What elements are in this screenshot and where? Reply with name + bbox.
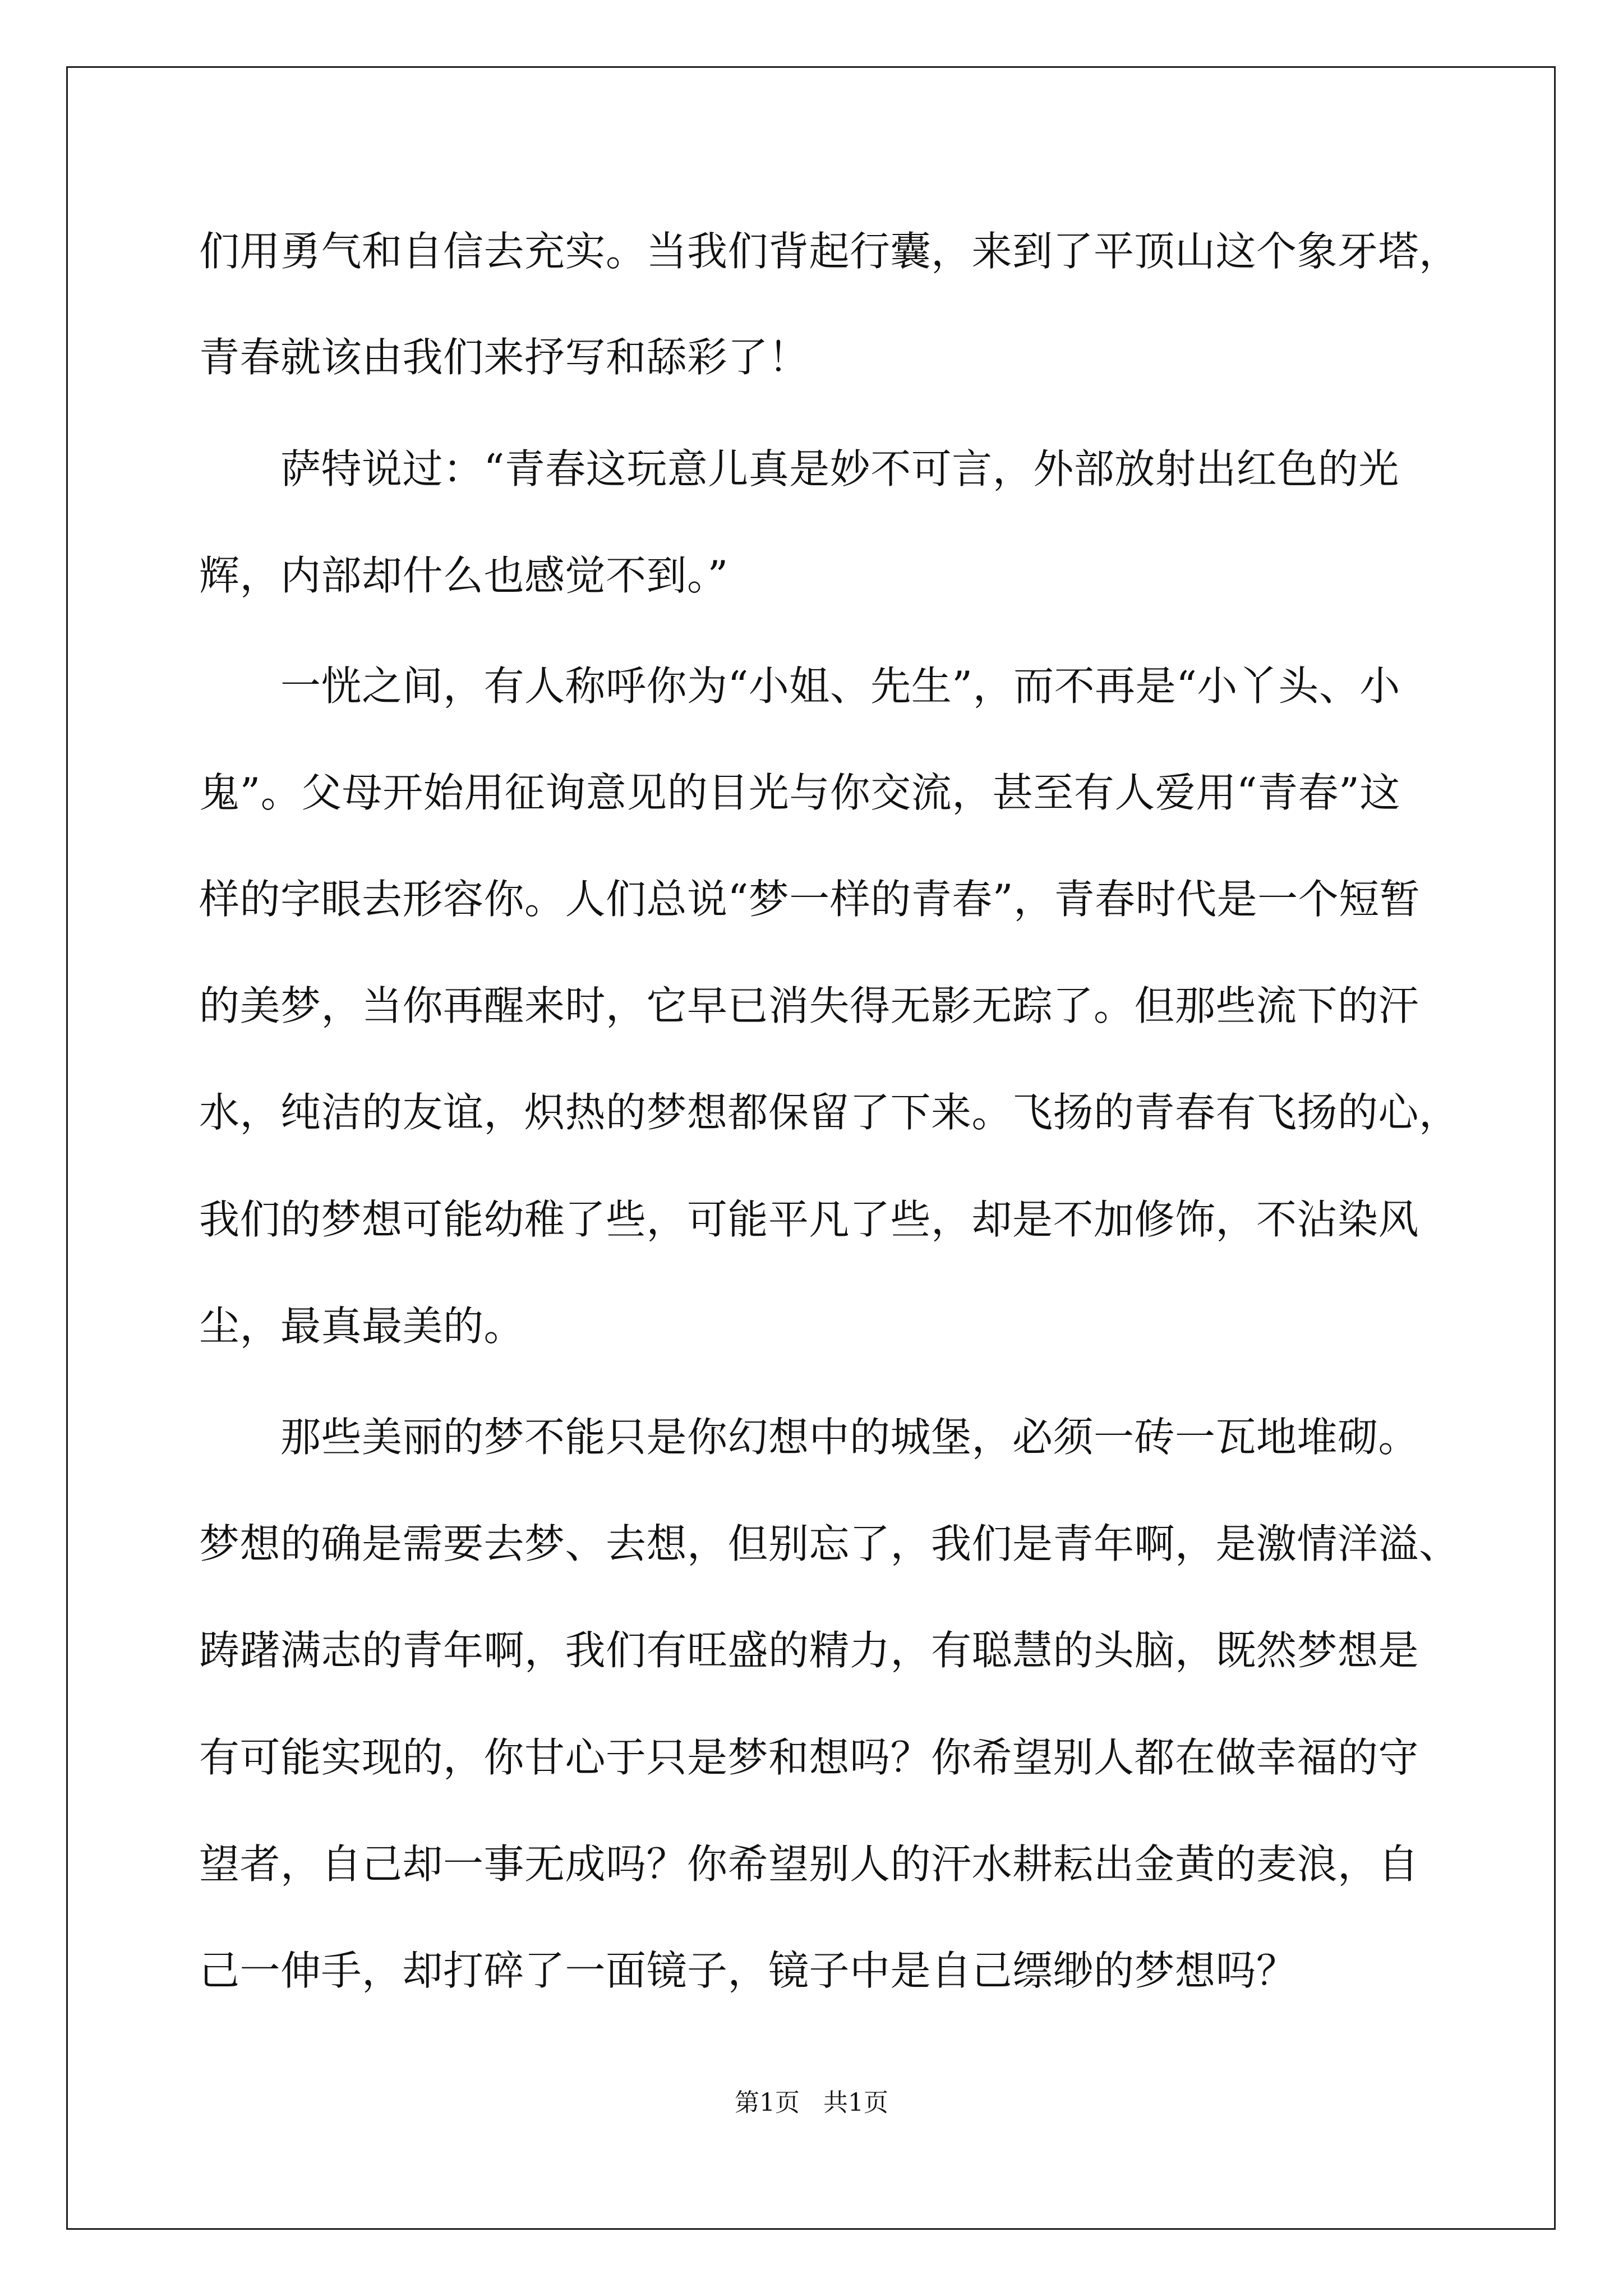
- body-line: 青春就该由我们来抒写和舔彩了！: [199, 334, 809, 381]
- body-line: 那些美丽的梦不能只是你幻想中的城堡，必须一砖一瓦地堆砌。: [199, 1414, 1419, 1461]
- page-border: [66, 66, 1556, 2230]
- body-line: 梦想的确是需要去梦、去想，但别忘了，我们是青年啊，是激情洋溢、: [199, 1520, 1460, 1567]
- body-line: 们用勇气和自信去充实。当我们背起行囊，来到了平顶山这个象牙塔，: [199, 228, 1460, 275]
- body-line: 鬼”。父母开始用征询意见的目光与你交流，甚至有人爱用“青春”这: [199, 769, 1400, 816]
- body-line: 萨特说过：“青春这玩意儿真是妙不可言，外部放射出红色的光: [199, 445, 1399, 493]
- body-line: 己一伸手，却打碎了一面镜子，镜子中是自己缥缈的梦想吗？: [199, 1947, 1297, 1994]
- body-line: 踌躇满志的青年啊，我们有旺盛的精力，有聪慧的头脑，既然梦想是: [199, 1627, 1419, 1674]
- body-line: 尘，最真最美的。: [199, 1303, 525, 1350]
- body-line: 我们的梦想可能幼稚了些，可能平凡了些，却是不加修饰，不沾染风: [199, 1196, 1419, 1243]
- body-line: 辉，内部却什么也感觉不到。”: [199, 552, 728, 599]
- body-line: 水，纯洁的友谊，炽热的梦想都保留了下来。飞扬的青春有飞扬的心，: [199, 1089, 1460, 1136]
- body-line: 样的字眼去形容你。人们总说“梦一样的青春”，青春时代是一个短暂: [199, 876, 1421, 923]
- body-line: 一恍之间，有人称呼你为“小姐、先生”，而不再是“小丫头、小: [199, 662, 1400, 710]
- page-number-footer: 第1页 共1页: [735, 2088, 888, 2117]
- body-line: 望者，自己却一事无成吗？你希望别人的汗水耕耘出金黄的麦浪，自: [199, 1841, 1419, 1888]
- body-line: 的美梦，当你再醒来时，它早已消失得无影无踪了。但那些流下的汗: [199, 982, 1419, 1029]
- body-line: 有可能实现的，你甘心于只是梦和想吗？你希望别人都在做幸福的守: [199, 1734, 1419, 1781]
